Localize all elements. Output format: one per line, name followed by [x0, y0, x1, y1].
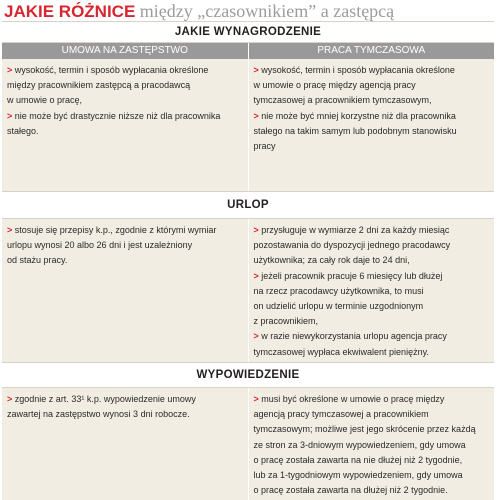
cell-text: agencją pracy tymczasowej a pracownikiem [253, 409, 429, 420]
bullet-arrow-icon: > [253, 331, 259, 342]
page-title [4, 0, 494, 22]
cell-text: przysługuje w wymiarze 2 dni za każdy miesiąc [261, 225, 450, 235]
cell-text: wysokość, termin i sposób wypłacania określone [261, 65, 455, 75]
bullet-arrow-icon: > [7, 110, 13, 121]
cell-text: zawartej na zastępstwo wynosi 3 dni robocze. [7, 409, 190, 420]
cell-text: jeżeli pracownik pracuje 6 miesięcy lub dłużej [261, 270, 443, 281]
cell-line [7, 392, 242, 407]
cell-text: stałego. [7, 125, 39, 136]
cell-line [7, 63, 242, 78]
bullet-arrow-icon: > [253, 270, 259, 281]
cell-line [254, 238, 489, 253]
cell-line [7, 124, 242, 139]
title-highlight: JAKIE RÓŻNICE [4, 2, 136, 21]
cell-text: zgodnie z art. 33¹ k.p. wypowiedzenie umowy [14, 394, 196, 404]
title-rest: między „czasownikiem” a zastępcą [135, 1, 395, 21]
cell-line [7, 78, 242, 93]
cell-text: w umowie o pracę między agencją pracy [253, 80, 416, 91]
table-row [2, 219, 494, 362]
cell-line [7, 223, 242, 238]
cell-line [254, 269, 489, 284]
cell-text: na rzecz pracodawcy użytkownika, to musi [253, 285, 424, 296]
cell-text: o pracę została zawarta na dłużej niż 2 tygodnie. [253, 485, 448, 496]
cell-text: między pracownikiem zastępcą a pracodawcą [7, 80, 191, 91]
cell-text: stosuje się przepisy k.p., zgodnie z którymi wymiar [14, 225, 217, 235]
section-heading-urlop: URLOP [2, 191, 494, 219]
cell-right [249, 388, 495, 500]
cell-text: on udzielić urlopu w terminie uzgodnionym [253, 301, 424, 312]
cell-line [254, 468, 489, 483]
cell-line [7, 253, 242, 268]
cell-text: w razie niewykorzystania urlopu agencja pracy [261, 331, 447, 342]
cell-text: nie może być drastycznie niższe niż dla pracownika [14, 110, 221, 121]
cell-right [249, 219, 495, 362]
cell-line [254, 124, 489, 139]
cell-text: pozostawania do dyspozycji jednego pracodawcy [253, 240, 451, 251]
cell-line [7, 407, 242, 422]
cell-left [2, 59, 249, 191]
cell-text: pracy [253, 141, 276, 152]
cell-line [254, 284, 489, 299]
cell-text: ze stron za 3-dniowym wypowiedzeniem, gdy umowa [253, 439, 466, 450]
bullet-arrow-icon: > [7, 65, 13, 75]
cell-line [254, 253, 489, 268]
cell-text: stałego na takim samym lub podobnym stanowisku [253, 125, 457, 136]
bullet-arrow-icon: > [253, 225, 259, 235]
column-header-left: UMOWA NA ZASTĘPSTWO [2, 43, 249, 59]
cell-line [254, 223, 489, 238]
bullet-arrow-icon: > [253, 65, 259, 75]
comparison-table [2, 21, 494, 500]
cell-line [254, 314, 489, 329]
section-heading-wypowiedzenie: WYPOWIEDZENIE [2, 362, 494, 388]
cell-text: tymczasowej wypłaca ekwiwalent pieniężny. [253, 346, 429, 357]
column-headers [2, 43, 494, 59]
cell-line [254, 78, 489, 93]
cell-line [254, 329, 489, 344]
cell-line [254, 438, 489, 453]
cell-line [254, 345, 489, 360]
table-row [2, 388, 494, 500]
cell-text: użytkownika; za cały rok daje to 24 dni, [253, 255, 410, 266]
cell-line [7, 93, 242, 108]
bullet-arrow-icon: > [253, 110, 259, 121]
cell-line [254, 299, 489, 314]
cell-text: o pracę została zawarta na nie dłużej niż 2 tygodnie, [253, 454, 463, 465]
bullet-arrow-icon: > [7, 394, 13, 404]
cell-text: tymczasowym; możliwe jest jego skrócenie przez każdą [253, 424, 476, 435]
cell-left [2, 219, 249, 362]
cell-text: w umowie o pracę, [7, 95, 83, 106]
cell-line [254, 139, 489, 154]
bullet-arrow-icon: > [7, 225, 13, 235]
cell-line [254, 422, 489, 437]
cell-text: musi być określone w umowie o pracę między [261, 394, 445, 404]
cell-text: urlopu wynosi 20 albo 26 dni i jest uzależniony [7, 240, 193, 251]
bullet-arrow-icon: > [253, 394, 259, 404]
cell-line [254, 63, 489, 78]
cell-text: lub za 1-tygodniowym wypowiedzeniem, gdy umowa [253, 470, 463, 481]
cell-text: wysokość, termin i sposób wypłacania określone [14, 65, 209, 75]
table-row [2, 59, 494, 191]
cell-line [254, 392, 489, 407]
cell-line [254, 407, 489, 422]
cell-line [7, 109, 242, 124]
cell-line [7, 238, 242, 253]
cell-left [2, 388, 249, 500]
cell-text: z pracownikiem, [253, 316, 319, 327]
cell-text: od stażu pracy. [7, 255, 68, 266]
section-heading-wynagrodzenie: JAKIE WYNAGRODZENIE [2, 21, 494, 43]
cell-line [254, 109, 489, 124]
column-header-right: PRACA TYMCZASOWA [317, 45, 426, 56]
cell-line [254, 483, 489, 498]
cell-text: tymczasowej a pracownikiem tymczasowym, [253, 95, 432, 106]
cell-line [254, 93, 489, 108]
cell-right [249, 59, 495, 191]
cell-line [254, 453, 489, 468]
cell-text: nie może być mniej korzystne niż dla pracownika [261, 110, 456, 121]
